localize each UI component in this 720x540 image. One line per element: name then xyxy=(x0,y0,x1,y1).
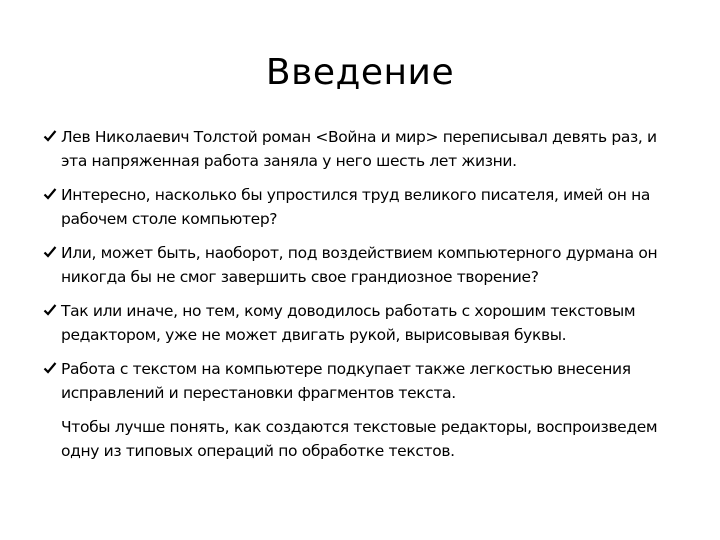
bullet-text: Работа с текстом на компьютере подкупает также легкостью внесения исправлений и перестановки фрагментов текста. xyxy=(61,360,631,402)
bullet-item xyxy=(42,241,682,289)
slide-title: Введение xyxy=(265,52,455,93)
bullet-list xyxy=(42,125,682,463)
closing-paragraph xyxy=(42,415,682,463)
bullet-item xyxy=(42,183,682,231)
closing-text: Чтобы лучше понять, как создаются текстовые редакторы, воспроизведем одну из типовых операций по обработке текстов. xyxy=(61,418,658,460)
checkmark-icon xyxy=(43,303,57,317)
bullet-item xyxy=(42,125,682,173)
bullet-text: Или, может быть, наоборот, под воздействием компьютерного дурмана он никогда бы не смог завершить свое грандиозное творение? xyxy=(61,244,658,286)
bullet-text: Лев Николаевич Толстой роман <Война и мир> переписывал девять раз, и эта напряженная работа заняла у него шесть лет жизни. xyxy=(61,128,657,170)
bullet-text: Интересно, насколько бы упростился труд великого писателя, имей он на рабочем столе компьютер? xyxy=(61,186,651,228)
bullet-text: Так или иначе, но тем, кому доводилось работать с хорошим текстовым редактором, уже не может двигать рукой, вырисовывая буквы. xyxy=(61,302,636,344)
bullet-item xyxy=(42,357,682,405)
bullet-item xyxy=(42,299,682,347)
checkmark-icon xyxy=(43,361,57,375)
checkmark-icon xyxy=(43,187,57,201)
checkmark-icon xyxy=(43,129,57,143)
checkmark-icon xyxy=(43,245,57,259)
